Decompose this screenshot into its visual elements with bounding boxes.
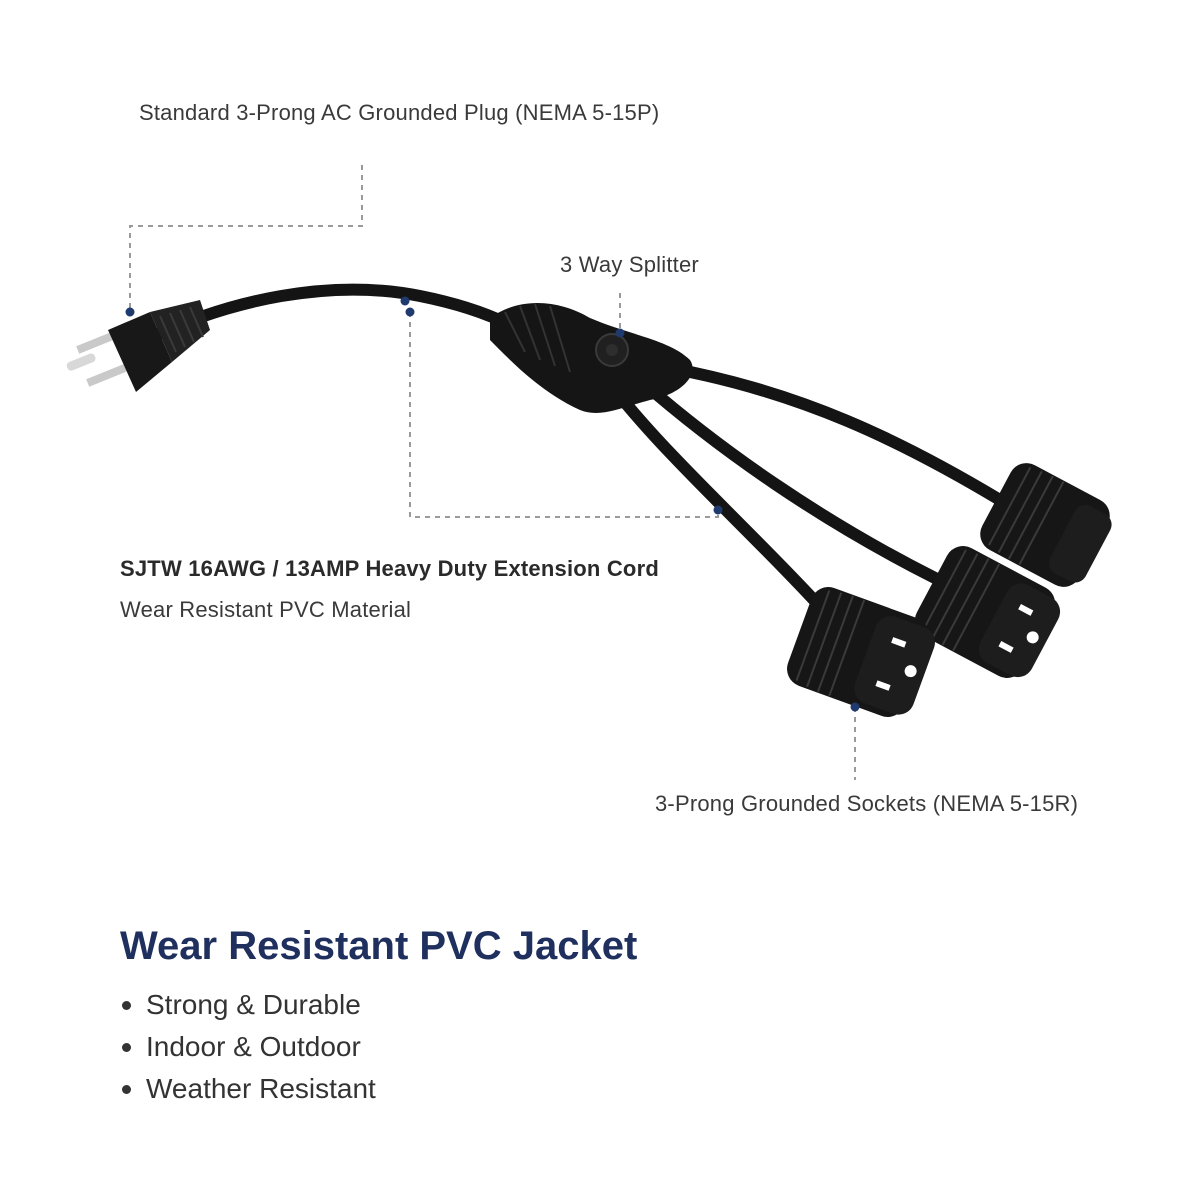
feature-bullet	[120, 984, 376, 1026]
bullet-dot-icon	[122, 1001, 131, 1010]
cord-leader-dot-2	[714, 506, 723, 515]
branch-cord-1	[670, 368, 1000, 500]
plug-leader-dot	[126, 308, 135, 317]
splitter-leader-dot	[616, 329, 625, 338]
socket-3	[782, 582, 942, 725]
splitter-hub	[490, 303, 693, 413]
bullet-dot-icon	[122, 1043, 131, 1052]
feature-bullet	[120, 1026, 376, 1068]
bullet-dot-icon	[122, 1085, 131, 1094]
cord-leader-dot-1	[406, 308, 415, 317]
sockets-callout: 3-Prong Grounded Sockets (NEMA 5-15R)	[655, 791, 1079, 816]
leader-lines	[130, 165, 855, 780]
cord-top-leader-dot	[401, 297, 410, 306]
feature-bullet-text: Strong & Durable	[146, 989, 361, 1020]
cord-callout-title: SJTW 16AWG / 13AMP Heavy Duty Extension Cord	[120, 556, 659, 581]
splitter-callout: 3 Way Splitter	[560, 252, 699, 277]
feature-heading: Wear Resistant PVC Jacket	[120, 924, 638, 968]
feature-bullet	[120, 1068, 376, 1110]
plug-callout: Standard 3-Prong AC Grounded Plug (NEMA 5-15P)	[139, 100, 660, 125]
feature-bullet-text: Weather Resistant	[146, 1073, 376, 1104]
plug-ground-pin	[66, 352, 97, 372]
leader-dots	[126, 297, 860, 712]
branch-cord-2	[640, 380, 935, 578]
feature-bullet-text: Indoor & Outdoor	[146, 1031, 361, 1062]
feature-bullet-list	[120, 984, 376, 1110]
sockets-leader-dot	[851, 703, 860, 712]
plug	[66, 300, 210, 392]
plug-prong-bottom	[86, 363, 130, 387]
cord-callout-material: Wear Resistant PVC Material	[120, 597, 412, 622]
